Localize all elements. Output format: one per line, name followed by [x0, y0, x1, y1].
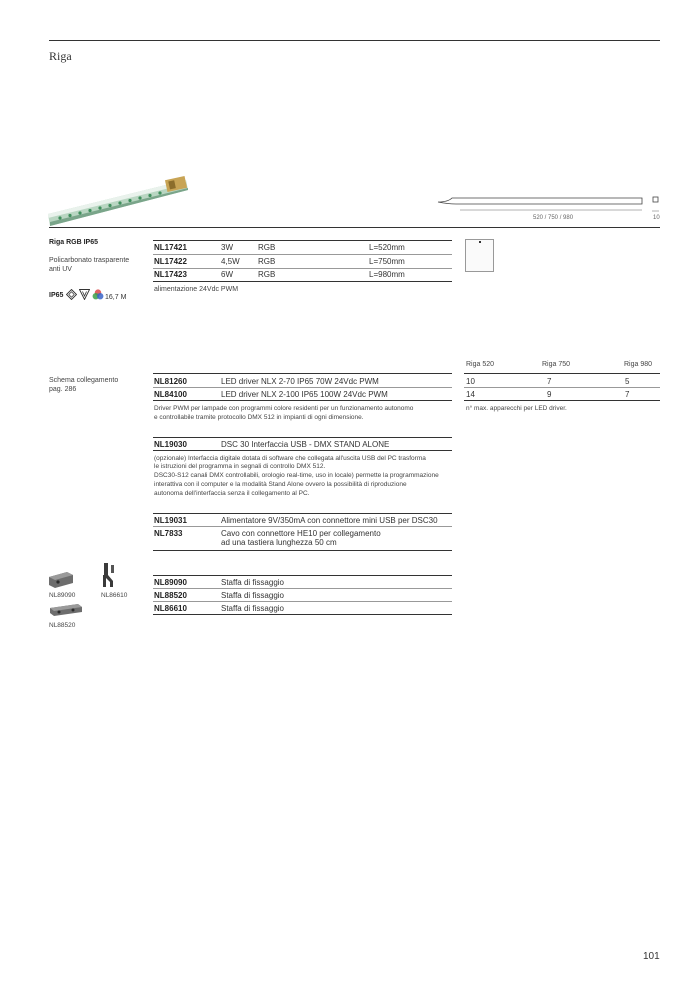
dsc-text-line: interattiva con il computer e la modalità Stand Alone ovvero la possibilità di riproduzione — [154, 481, 407, 488]
riga-cell: 7 — [547, 377, 552, 386]
brackets-top-rule — [153, 575, 452, 576]
section-rule — [49, 227, 660, 228]
riga-cell: 7 — [625, 390, 630, 399]
bracket-nl86610-image — [101, 561, 117, 589]
header-rule — [49, 40, 660, 41]
row-divider — [153, 268, 452, 269]
dsc-text-line: autonoma dell'interfaccia senza il collegamento al PC. — [154, 490, 310, 497]
riga-cell: 14 — [466, 390, 475, 399]
product-length: L=520mm — [369, 243, 405, 252]
rgb-colors-icon — [92, 289, 104, 300]
riga-bottom-rule — [464, 400, 660, 401]
bracket-code: NL88520 — [154, 591, 187, 600]
product-power: 6W — [221, 270, 233, 279]
product-power: 4,5W — [221, 257, 240, 266]
product-length: L=750mm — [369, 257, 405, 266]
table1-bottom-rule — [153, 281, 452, 282]
product-code: NL17421 — [154, 243, 187, 252]
product-desc-line2: anti UV — [49, 266, 72, 273]
dsc-bottom-rule — [153, 450, 452, 451]
drivers-top-rule — [153, 373, 452, 374]
led-strip-image — [48, 174, 190, 228]
accessory-desc: Alimentatore 9V/350mA con connettore mini USB per DSC30 — [221, 516, 438, 525]
product-code: NL17423 — [154, 270, 187, 279]
accessories-top-rule — [153, 513, 452, 514]
bracket-code: NL86610 — [154, 604, 187, 613]
riga-cell: 10 — [466, 377, 475, 386]
power-supply-note: alimentazione 24Vdc PWM — [154, 286, 239, 293]
riga-cell: 5 — [625, 377, 630, 386]
row-divider — [464, 387, 660, 388]
accessories-bottom-rule — [153, 550, 452, 551]
product-type: RGB — [258, 243, 276, 252]
dsc-text-line: (opzionale) Interfaccia digitale dotata di software che collegata all'uscita USB del PC trasforma — [154, 455, 426, 462]
bracket-code: NL89090 — [154, 578, 187, 587]
row-divider — [153, 387, 452, 388]
page-title: Riga — [49, 49, 72, 63]
bracket-desc: Staffa di fissaggio — [221, 591, 285, 600]
dimension-side-label: 10 — [653, 215, 660, 221]
riga-header: Riga 750 — [542, 361, 571, 368]
bracket-nl88520-image — [48, 602, 84, 618]
row-divider — [153, 588, 452, 589]
dsc-text-line: le istruzioni del programma in segnali di controllo DMX 512. — [154, 463, 326, 470]
table1-top-rule — [153, 240, 452, 241]
product-type: RGB — [258, 257, 276, 266]
dsc-top-rule — [153, 437, 452, 438]
schema-line2: pag. 286 — [49, 386, 77, 393]
riga-cell: 9 — [547, 390, 552, 399]
accessory-desc: Cavo con connettore HE10 per collegamento — [221, 529, 381, 538]
dsc-code: NL19030 — [154, 440, 187, 449]
dimension-label: 520 / 750 / 980 — [533, 215, 574, 221]
accessory-code: NL7833 — [154, 529, 183, 538]
product-name: Riga RGB IP65 — [49, 239, 99, 246]
product-type: RGB — [258, 270, 276, 279]
colors-count: 16,7 M — [105, 294, 127, 301]
row-divider — [153, 254, 452, 255]
dsc-desc: DSC 30 Interfaccia USB - DMX STAND ALONE — [221, 440, 390, 449]
product-desc-line1: Policarbonato trasparente — [49, 257, 130, 264]
riga-top-rule — [464, 373, 660, 374]
bracket-label-b: NL86610 — [101, 592, 128, 599]
product-power: 3W — [221, 243, 233, 252]
riga-note: n° max. apparecchi per LED driver. — [466, 405, 567, 412]
bracket-desc: Staffa di fissaggio — [221, 578, 285, 587]
driver-desc: LED driver NLX 2-70 IP65 70W 24Vdc PWM — [221, 377, 379, 386]
row-divider — [153, 601, 452, 602]
drivers-bottom-rule — [153, 400, 452, 401]
brackets-bottom-rule — [153, 614, 452, 615]
driver-code: NL84100 — [154, 390, 187, 399]
accessory-desc: ad una tastiera lunghezza 50 cm — [221, 538, 337, 547]
bracket-desc: Staffa di fissaggio — [221, 604, 285, 613]
riga-header: Riga 980 — [624, 361, 653, 368]
drivers-note-line1: Driver PWM per lampade con programmi colore residenti per un funzionamento autonomo — [154, 405, 414, 412]
accessory-code: NL19031 — [154, 516, 187, 525]
driver-code: NL81260 — [154, 377, 187, 386]
product-photo-box — [465, 239, 494, 272]
v-mark-icon — [79, 289, 90, 300]
product-length: L=980mm — [369, 270, 405, 279]
ip-rating: IP65 — [49, 292, 64, 299]
bracket-nl89090-image — [47, 569, 75, 589]
bracket-label-c: NL88520 — [49, 622, 76, 629]
drivers-note-line2: e controllabile tramite protocollo DMX 512 in impianti di ogni dimensione. — [154, 414, 364, 421]
bracket-label-a: NL89090 — [49, 592, 76, 599]
riga-header: Riga 520 — [466, 361, 495, 368]
row-divider — [153, 526, 452, 527]
page-number: 101 — [643, 951, 660, 962]
driver-desc: LED driver NLX 2-100 IP65 100W 24Vdc PWM — [221, 390, 388, 399]
product-code: NL17422 — [154, 257, 187, 266]
dsc-text-line: DSC30-S12 canali DMX controllabili, orologio real-time, uso in locale) permette la programmazione — [154, 472, 439, 479]
schema-line1: Schema collegamento — [49, 377, 119, 384]
class-mark-icon — [66, 289, 77, 300]
